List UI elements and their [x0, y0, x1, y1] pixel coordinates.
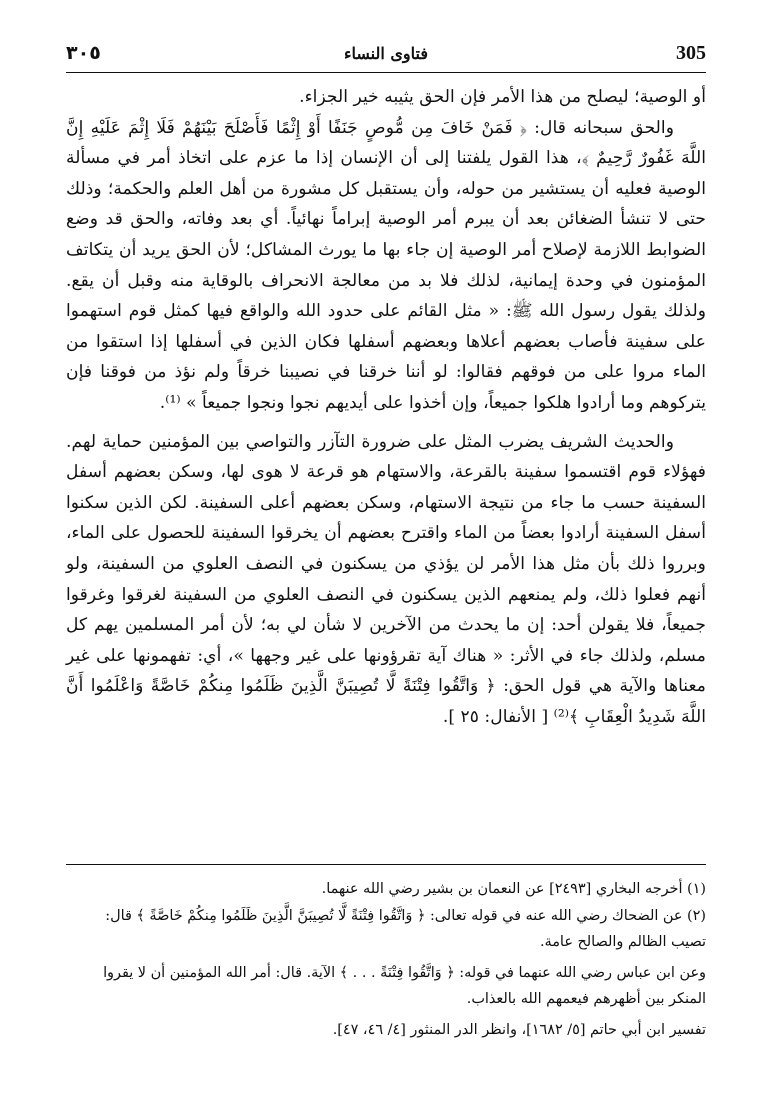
footnote-divider: [66, 864, 706, 865]
footnote-1: (١) أخرجه البخاري [٢٤٩٣] عن النعمان بن بشير رضي الله عنهما.: [321, 881, 706, 897]
footnote-2-source: تفسير ابن أبي حاتم [٥/ ١٦٨٢]، وانظر الدر المنثور [٤/ ٤٦، ٤٧].: [332, 1021, 706, 1038]
header-divider: [66, 72, 706, 73]
page-number-latin: 305: [676, 42, 706, 64]
page-number-arabic: ٣٠٥: [66, 42, 101, 64]
page-header: [66, 40, 706, 70]
paragraph-3: والحديث الشريف يضرب المثل على ضرورة التآزر والتواصي بين المؤمنين حماية لهم. فهؤلاء قوم اقتسموا سفينة بالقرعة، والاستهام هو قرعة لا هوى لها، وسكن بعضهم أسفل السفينة حسب ما جاء من نتيجة الاستهام، وسكن بعضهم أعلى السفينة. لكن الذين سكنوا أسفل السفينة أرادوا بعضاً من الماء واقترح بعضهم أن يخرقوا السفينة للحصول على الماء، وبرروا ذلك بأن مثل هذا الأمر لن يؤذي من يسكنون في النصف العلوي من السفينة، ولو أنهم فعلوا ذلك، ولم يمنعهم الذين يسكنون في النصف العلوي من السفينة لغرقوا وغرقوا جميعاً، فلا يقولن أحد: إن ما يحدث من الآخرين لا شأن لي به؛ لأن أمر المسلمين يهم كل مسلم، ولذلك جاء في الأثر: « هناك آية تقرؤونها على غير وجهها »، أي: تفهمونها على غير معناها والآية هي قول الحق: ﴿ وَاتَّقُوا فِتْنَةً لَّا تُصِيبَنَّ الَّذِينَ ظَلَمُوا مِنكُمْ خَاصَّةً وَاعْلَمُوا أَنَّ اللَّهَ شَدِيدُ الْعِقَابِ ﴾⁽²⁾ [ الأنفال: ٢٥ ].: [66, 431, 706, 727]
footnote-2-continuation: وعن ابن عباس رضي الله عنهما في قوله: ﴿ وَاتَّقُوا فِتْنَةً . . . ﴾ الآية. قال: أمر الله المؤمنين أن لا يقروا المنكر بين أظهرهم فيعمهم الله بالعذاب.: [103, 964, 706, 1007]
footnote-2: (٢) عن الضحاك رضي الله عنه في قوله تعالى: ﴿ وَاتَّقُوا فِتْنَةً لَّا تُصِيبَنَّ الَّذِينَ ظَلَمُوا مِنكُمْ خَاصَّةً ﴾ قال: تصيب الظالم والصالح عامة.: [105, 907, 706, 950]
paragraph-1: أو الوصية؛ ليصلح من هذا الأمر فإن الحق يثيبه خير الجزاء.: [299, 87, 706, 107]
main-text: [66, 82, 706, 732]
running-title: فتاوى النساء: [344, 44, 428, 63]
footnotes: [66, 876, 706, 1043]
paragraph-2: والحق سبحانه قال: ﴿ فَمَنْ خَافَ مِن مُّوصٍ جَنَفًا أَوْ إِثْمًا فَأَصْلَحَ بَيْنَهُمْ فَلَا إِثْمَ عَلَيْهِ إِنَّ اللَّهَ غَفُورٌ رَّحِيمٌ ﴾، هذا القول يلفتنا إلى أن الإنسان إذا ما عزم على اتخاذ أمر في مسألة الوصية فعليه أن يستشير من حوله، وأن يستقبل كل مشورة من أهل العلم والحكمة؛ وذلك حتى لا تنشأ الضغائن بعد أن يبرم أمر الوصية إبراماً نهائياً. أي بعد وفاته، والحق قد وضع الضوابط اللازمة لإصلاح أمر الوصية إن جاء بها ما يورث المشاكل؛ لأن الحق يريد أن يتكاتف المؤمنون في وحدة إيمانية، لذلك فلا بد من معالجة الانحراف بالوقاية منه وقبل أن يقع. ولذلك يقول رسول الله ﷺ: « مثل القائم على حدود الله والواقع فيها كمثل قوم استهموا على سفينة فأصاب بعضهم أعلاها وبعضهم أسفلها فكان الذين في أسفلها إذا استقوا من الماء مروا على من فوقهم فقالوا: لو أننا خرقنا في نصيبنا خرقاً ولم نؤذ من فوقنا فإن يتركوهم وما أرادوا هلكوا جميعاً، وإن أخذوا على أيديهم نجوا ونجوا جميعاً » ⁽¹⁾.: [66, 117, 706, 413]
